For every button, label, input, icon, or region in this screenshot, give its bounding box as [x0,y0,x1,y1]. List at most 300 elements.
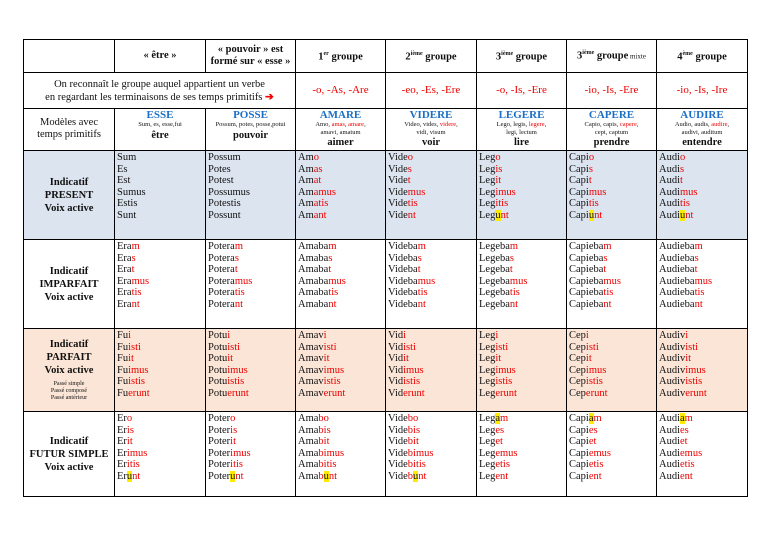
ending: it [495,353,502,365]
ending: tis [417,287,428,299]
ending: mus [603,275,621,287]
model-translation: lire [514,137,529,148]
ending: nt [417,298,426,310]
conjugated-form [208,276,293,288]
model-infinitive: LEGERE [498,109,545,121]
stem: Amaba [298,275,329,287]
models-row [24,109,748,151]
ending: itis [495,198,509,210]
stem: Audi [659,436,680,448]
header-group-1: 1er groupe [296,40,386,73]
ending: mus [417,275,436,287]
stem: Potu [208,364,228,376]
conjugated-form [388,198,474,210]
stem: Audi [659,470,680,482]
latin-conjugation-table [23,39,748,497]
ending: erunt [495,387,517,399]
stem: Potera [208,298,235,310]
conjugation-cell [115,240,206,329]
ending: nt [234,298,243,310]
highlighted-letter: a [680,413,685,424]
ending: tis [509,287,520,299]
conjugation-cell [296,240,386,329]
ending: bit [407,436,419,448]
stem: Potera [208,252,235,264]
conjugated-form [208,152,293,164]
header-corner [24,40,115,73]
form-segment: Video, vides, [404,121,440,128]
form-segment: amavi, amatum [320,128,361,136]
identification-text: On reconnaît le groupe auquel appartient un verbe en regardant les terminaisons de ses temps primitifs ➔ [24,73,296,109]
ending: it [403,353,409,365]
ending: s [509,252,514,264]
model-translation: prendre [593,137,630,148]
ending: etis [588,459,604,471]
conjugated-form [569,330,654,342]
stem: Cep [569,387,586,399]
ending: imus [230,447,251,459]
ending: es [495,424,505,436]
stem: Capieba [569,287,604,299]
stem: Audi [659,459,680,471]
ending: istis [495,376,513,388]
ending: m [328,241,337,252]
conjugated-form [117,448,203,460]
stem: Poter [208,413,231,424]
conjugated-form [479,471,564,483]
conjugated-form [298,388,383,400]
conjugated-form [388,388,474,400]
stem: Cep [569,341,586,353]
conjugated-form [388,342,474,354]
stem: Leg [479,376,496,388]
conjugated-form [117,164,203,176]
ending: t [417,264,421,276]
conjugation-cell [386,329,477,412]
ending: i [227,330,231,341]
conjugated-form [569,425,654,437]
stem: Potest [208,175,234,187]
ending: imus [403,364,424,376]
form-segment: , [364,121,366,128]
ending: imus [126,447,148,459]
conjugated-form [479,175,564,187]
conjugated-form [479,164,564,176]
model-translation: être [151,129,169,141]
conjugated-form [298,287,383,299]
ending: et [495,436,503,448]
tense-sub-labels [26,381,112,402]
stem: Capieba [569,275,604,287]
conjugated-form [569,175,654,187]
stem: Amav [298,353,324,365]
stem: Audiv [659,364,686,376]
conjugated-form [388,175,474,187]
ending: nt [685,209,694,221]
ending: tis [680,198,690,210]
conjugated-form [569,299,654,311]
stem: Sum [117,152,137,163]
conjugated-form [569,210,654,222]
ending: istis [227,376,245,388]
ending: nt [131,298,140,310]
form-segment: amas [331,121,345,128]
stem: Audiv [659,353,686,365]
stem: Poter [208,424,231,436]
conjugated-form [479,342,564,354]
conjugation-cell [386,412,477,497]
conjugated-form [208,253,293,265]
conjugated-form [208,187,293,199]
stem: Era [117,287,132,299]
form-segment: audire [711,121,728,128]
ending: nt [594,209,603,221]
form-segment: potui [272,121,286,128]
stem: Potu [208,353,228,365]
conjugated-form [117,187,203,199]
ending: tis [131,287,142,299]
ending: itis [126,459,140,471]
stem: Potes [208,163,231,175]
ending: isti [227,341,241,353]
stem: Audi [659,175,680,187]
ending: t [603,264,607,276]
ending: nt [509,298,519,310]
conjugated-form [479,253,564,265]
ending-group-3-mixte: -io, -Is, -Ere [567,73,657,109]
conjugated-form [298,342,383,354]
conjugated-form [569,198,654,210]
conjugated-form [479,276,564,288]
stem: Estis [117,198,138,210]
stem: Era [117,252,132,264]
tense-label-line: Indicatif [49,339,89,350]
ending: nt [694,298,703,310]
model-primitive-forms [208,121,293,129]
conjugated-form [298,365,383,377]
stem: Ama [298,424,319,436]
tense-label [24,329,115,412]
conjugated-form [208,471,293,483]
conjugated-form [479,287,564,299]
model-infinitive: VIDERE [409,109,453,121]
conjugated-form [388,187,474,199]
stem: Vid [388,364,404,376]
stem: Am [298,209,314,221]
stem: Vide [388,163,408,175]
ending: imus [685,364,706,376]
stem: Audi [659,424,680,436]
stem: Vide [388,424,408,436]
form-segment: videre [439,121,457,128]
conjugated-form [298,276,383,288]
conjugated-form [569,264,654,276]
conjugated-form [659,175,745,187]
conjugated-form [569,388,654,400]
highlighted-letter: u [588,209,595,221]
ending: mus [407,186,426,198]
ending: erunt [685,387,707,399]
identification-row [24,73,748,109]
conjugated-form [659,299,745,311]
ending: it [227,353,234,365]
conjugation-cell [567,412,657,497]
ending: etis [495,459,510,471]
stem: Potera [208,287,235,299]
stem: Amaba [298,241,329,252]
stem: Audieba [659,287,695,299]
stem: Amav [298,341,324,353]
model-cell [567,109,657,151]
conjugated-form [479,365,564,377]
tense-row-parfait [24,329,748,412]
conjugation-cell [477,151,567,240]
stem: Audiv [659,387,686,399]
conjugated-form [569,365,654,377]
stem: Am [298,175,314,187]
conjugated-form [659,253,745,265]
ending: nt [235,470,244,482]
model-infinitive: POSSE [233,109,268,121]
stem: Potera [208,275,235,287]
conjugated-form [117,459,203,471]
stem: Capi [569,459,589,471]
stem: Leg [479,152,496,163]
conjugated-form [479,299,564,311]
conjugated-form [479,152,564,164]
stem: Vide [388,436,408,448]
conjugation-cell [115,329,206,412]
stem: Amaba [298,298,329,310]
stem: Leg [479,175,496,187]
conjugated-form [659,413,745,425]
stem: Possumus [208,186,251,198]
ending: bimus [407,447,434,459]
ending: istis [128,376,146,388]
stem: Potestis [208,198,241,210]
tense-label [24,412,115,497]
conjugated-form [117,276,203,288]
stem: Era [117,298,132,310]
conjugated-form [298,471,383,483]
conjugation-cell [657,412,748,497]
conjugated-form [659,152,745,164]
conjugated-form [479,388,564,400]
ending: bo [407,413,419,424]
stem: Leg [479,447,496,459]
ending: nt [500,209,509,221]
stem: Videba [388,264,418,276]
highlighted-letter: u [126,470,133,482]
conjugated-form [659,342,745,354]
conjugated-form [479,425,564,437]
stem: Fu [117,330,129,341]
conjugated-form [388,353,474,365]
ending: etis [680,459,695,471]
conjugated-form [388,164,474,176]
conjugation-cell [567,151,657,240]
form-segment: legere [528,121,545,128]
ending: emus [495,447,518,459]
conjugated-form [569,253,654,265]
stem: Audi [659,152,680,163]
ending: itis [230,459,244,471]
stem: Vide [388,175,408,187]
form-segment: audivi, auditum [681,128,723,136]
form-segment: Lego, legis, [496,121,529,128]
ending: tis [328,287,339,299]
conjugated-form [208,299,293,311]
form-segment: fui [174,121,182,128]
stem: Era [117,241,132,252]
stem: Amaba [298,287,329,299]
ending: atis [313,198,329,210]
stem: Poter [208,470,231,482]
model-translation: entendre [682,137,722,148]
stem: Fu [117,387,129,399]
ending: is [126,424,134,436]
conjugated-form [659,471,745,483]
ending: istis [685,376,703,388]
ending: s [694,252,699,264]
conjugated-form [208,459,293,471]
ending: isti [323,341,337,353]
ending: s [328,252,333,264]
tense-row-present [24,151,748,240]
conjugated-form [659,241,745,253]
ending: s [407,163,412,175]
tense-label-line: Indicatif [49,176,89,188]
ending: t [131,264,135,276]
conjugated-form [117,241,203,253]
model-infinitive: ESSE [146,109,174,121]
stem: Potu [208,330,228,341]
conjugated-form [208,388,293,400]
stem: Videba [388,241,418,252]
stem: Audi [659,186,680,198]
conjugated-form [298,413,383,425]
stem: Amav [298,330,324,341]
tense-label-line: Voix active [44,291,94,303]
conjugated-form [569,276,654,288]
stem: Audieba [659,298,695,310]
ending: m [694,241,703,252]
conjugated-form [208,342,293,354]
form-segment: cepi, captum [594,128,629,136]
tense-label-line: PARFAIT [46,352,92,363]
conjugated-form [208,164,293,176]
conjugation-cell [386,240,477,329]
ending: tis [603,287,614,299]
stem: Leg [479,186,496,198]
stem: Am [298,152,314,163]
ending: nt [328,470,338,482]
ending: nt [407,209,416,221]
highlighted-letter: u [413,470,419,482]
stem: Audiv [659,376,686,388]
stem: Vide [388,198,408,210]
stem: Vide [388,152,408,163]
conjugated-form [659,425,745,437]
ending: nt [328,298,337,310]
conjugated-form [117,152,203,164]
stem: Vide [388,209,408,221]
conjugation-cell [206,240,296,329]
ending: nt [418,470,427,482]
ending: it [230,436,237,448]
ending: m [131,241,140,252]
conjugated-form [208,436,293,448]
stem: Fu [117,376,129,388]
conjugation-cell [296,151,386,240]
ending: mus [234,275,253,287]
conjugated-form [117,253,203,265]
stem: Capieba [569,298,604,310]
stem: Capi [569,163,589,175]
form-segment: amare [348,121,365,128]
form-segment: , [544,121,547,128]
conjugated-form [208,175,293,187]
conjugated-form [117,198,203,210]
header-group-4: 4ème groupe [657,40,748,73]
stem: Leg [479,387,496,399]
conjugated-form [208,241,293,253]
stem: Legeba [479,252,510,264]
conjugated-form [569,342,654,354]
model-cell [657,109,748,151]
stem: Audi [659,198,680,210]
ending: imus [323,364,345,376]
conjugated-form [479,330,564,342]
conjugation-cell [206,151,296,240]
stem: Ama [298,459,319,471]
stem: Potera [208,241,235,252]
ending-group-1: -o, -As, -Are [296,73,386,109]
ending: it [126,436,133,448]
conjugated-form [117,388,203,400]
conjugated-form [659,164,745,176]
conjugated-form [298,187,383,199]
ending: o [407,152,414,163]
model-translation: pouvoir [232,129,268,141]
ending: it [128,353,134,365]
conjugated-form [569,448,654,460]
conjugated-form [388,436,474,448]
conjugated-form [298,253,383,265]
form-segment: Audio, audis, [674,121,712,128]
stem: Capi [569,447,589,459]
ending: isti [128,341,141,353]
ending: s [234,252,239,264]
tense-sub-label: Passé composé [50,388,88,394]
stem: Vid [388,387,404,399]
conjugated-form [298,353,383,365]
stem: Am [298,163,314,175]
stem: Audiv [659,330,686,341]
stem: Leg [479,353,496,365]
conjugated-form [298,152,383,164]
conjugated-form [659,210,745,222]
model-infinitive: AUDIRE [680,109,724,121]
conjugated-form [569,241,654,253]
ending: o [230,413,236,424]
conjugated-form [208,365,293,377]
stem: Amaba [298,252,329,264]
stem: Er [117,447,127,459]
stem: Audi [659,163,680,175]
conjugated-form [388,287,474,299]
ending: o [495,152,501,163]
